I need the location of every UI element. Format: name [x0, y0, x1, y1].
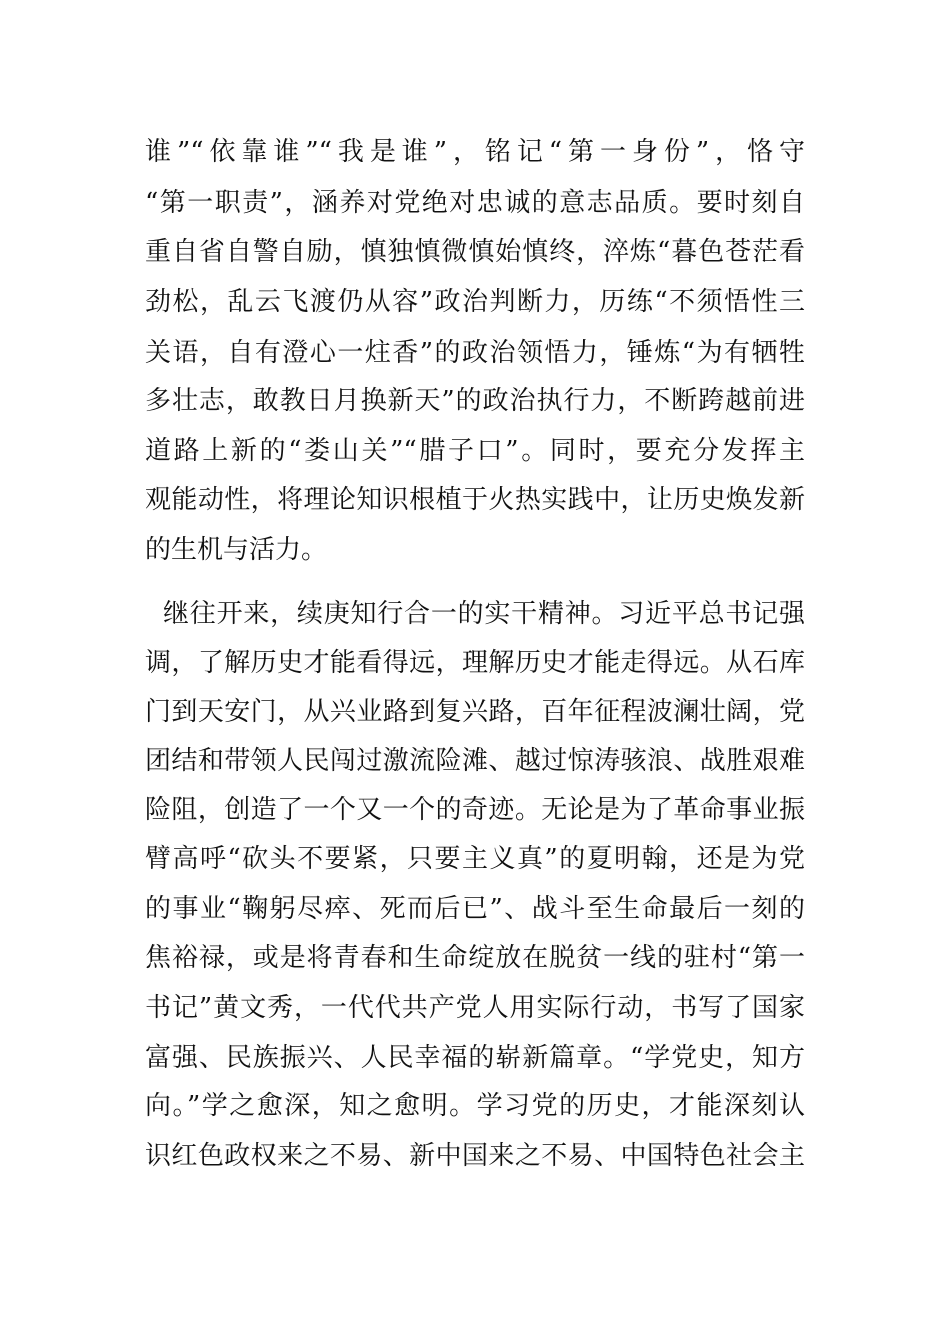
text-line: 富强、民族振兴、人民幸福的崭新篇章。“学党史，知方: [145, 1043, 805, 1073]
text-line: 调，了解历史才能看得远，理解历史才能走得远。从石库: [145, 648, 805, 678]
text-line: 多壮志，敢教日月换新天”的政治执行力，不断跨越前进: [145, 386, 805, 416]
text-line: 劲松，乱云飞渡仍从容”政治判断力，历练“不须悟性三: [145, 287, 805, 317]
text-line: 门到天安门，从兴业路到复兴路，百年征程波澜壮阔，党: [145, 697, 805, 727]
text-line: 团结和带领人民闯过激流险滩、越过惊涛骇浪、战胜艰难: [145, 746, 805, 776]
text-line: 继往开来，续庚知行合一的实干精神。习近平总书记强: [163, 599, 805, 629]
text-line: 重自省自警自励，慎独慎微慎始慎终，淬炼“暮色苍茫看: [145, 237, 805, 267]
text-line: 识红色政权来之不易、新中国来之不易、中国特色社会主: [145, 1141, 805, 1171]
text-line: 险阻，创造了一个又一个的奇迹。无论是为了革命事业振: [145, 795, 805, 825]
text-line: 的事业“鞠躬尽瘁、死而后已”、战斗至生命最后一刻的: [145, 894, 805, 924]
text-line: 关语，自有澄心一炷香”的政治领悟力，锤炼“为有牺牲: [145, 338, 805, 368]
text-line: 道路上新的“娄山关”“腊子口”。同时，要充分发挥主: [145, 436, 805, 466]
text-line: 臂高呼“砍头不要紧，只要主义真”的夏明翰，还是为党: [145, 844, 805, 874]
text-line: 观能动性，将理论知识根植于火热实践中，让历史焕发新: [145, 485, 805, 515]
text-line: 谁”“依靠谁”“我是谁”，铭记“第一身份”，恪守: [145, 137, 805, 167]
text-line: 向。”学之愈深，知之愈明。学习党的历史，才能深刻认: [145, 1091, 805, 1121]
text-line: 焦裕禄，或是将青春和生命绽放在脱贫一线的驻村“第一: [145, 943, 805, 973]
text-line: “第一职责”，涵养对党绝对忠诚的意志品质。要时刻自: [145, 188, 805, 218]
text-line: 书记”黄文秀，一代代共产党人用实际行动，书写了国家: [145, 993, 805, 1023]
text-line: 的生机与活力。: [145, 535, 328, 565]
